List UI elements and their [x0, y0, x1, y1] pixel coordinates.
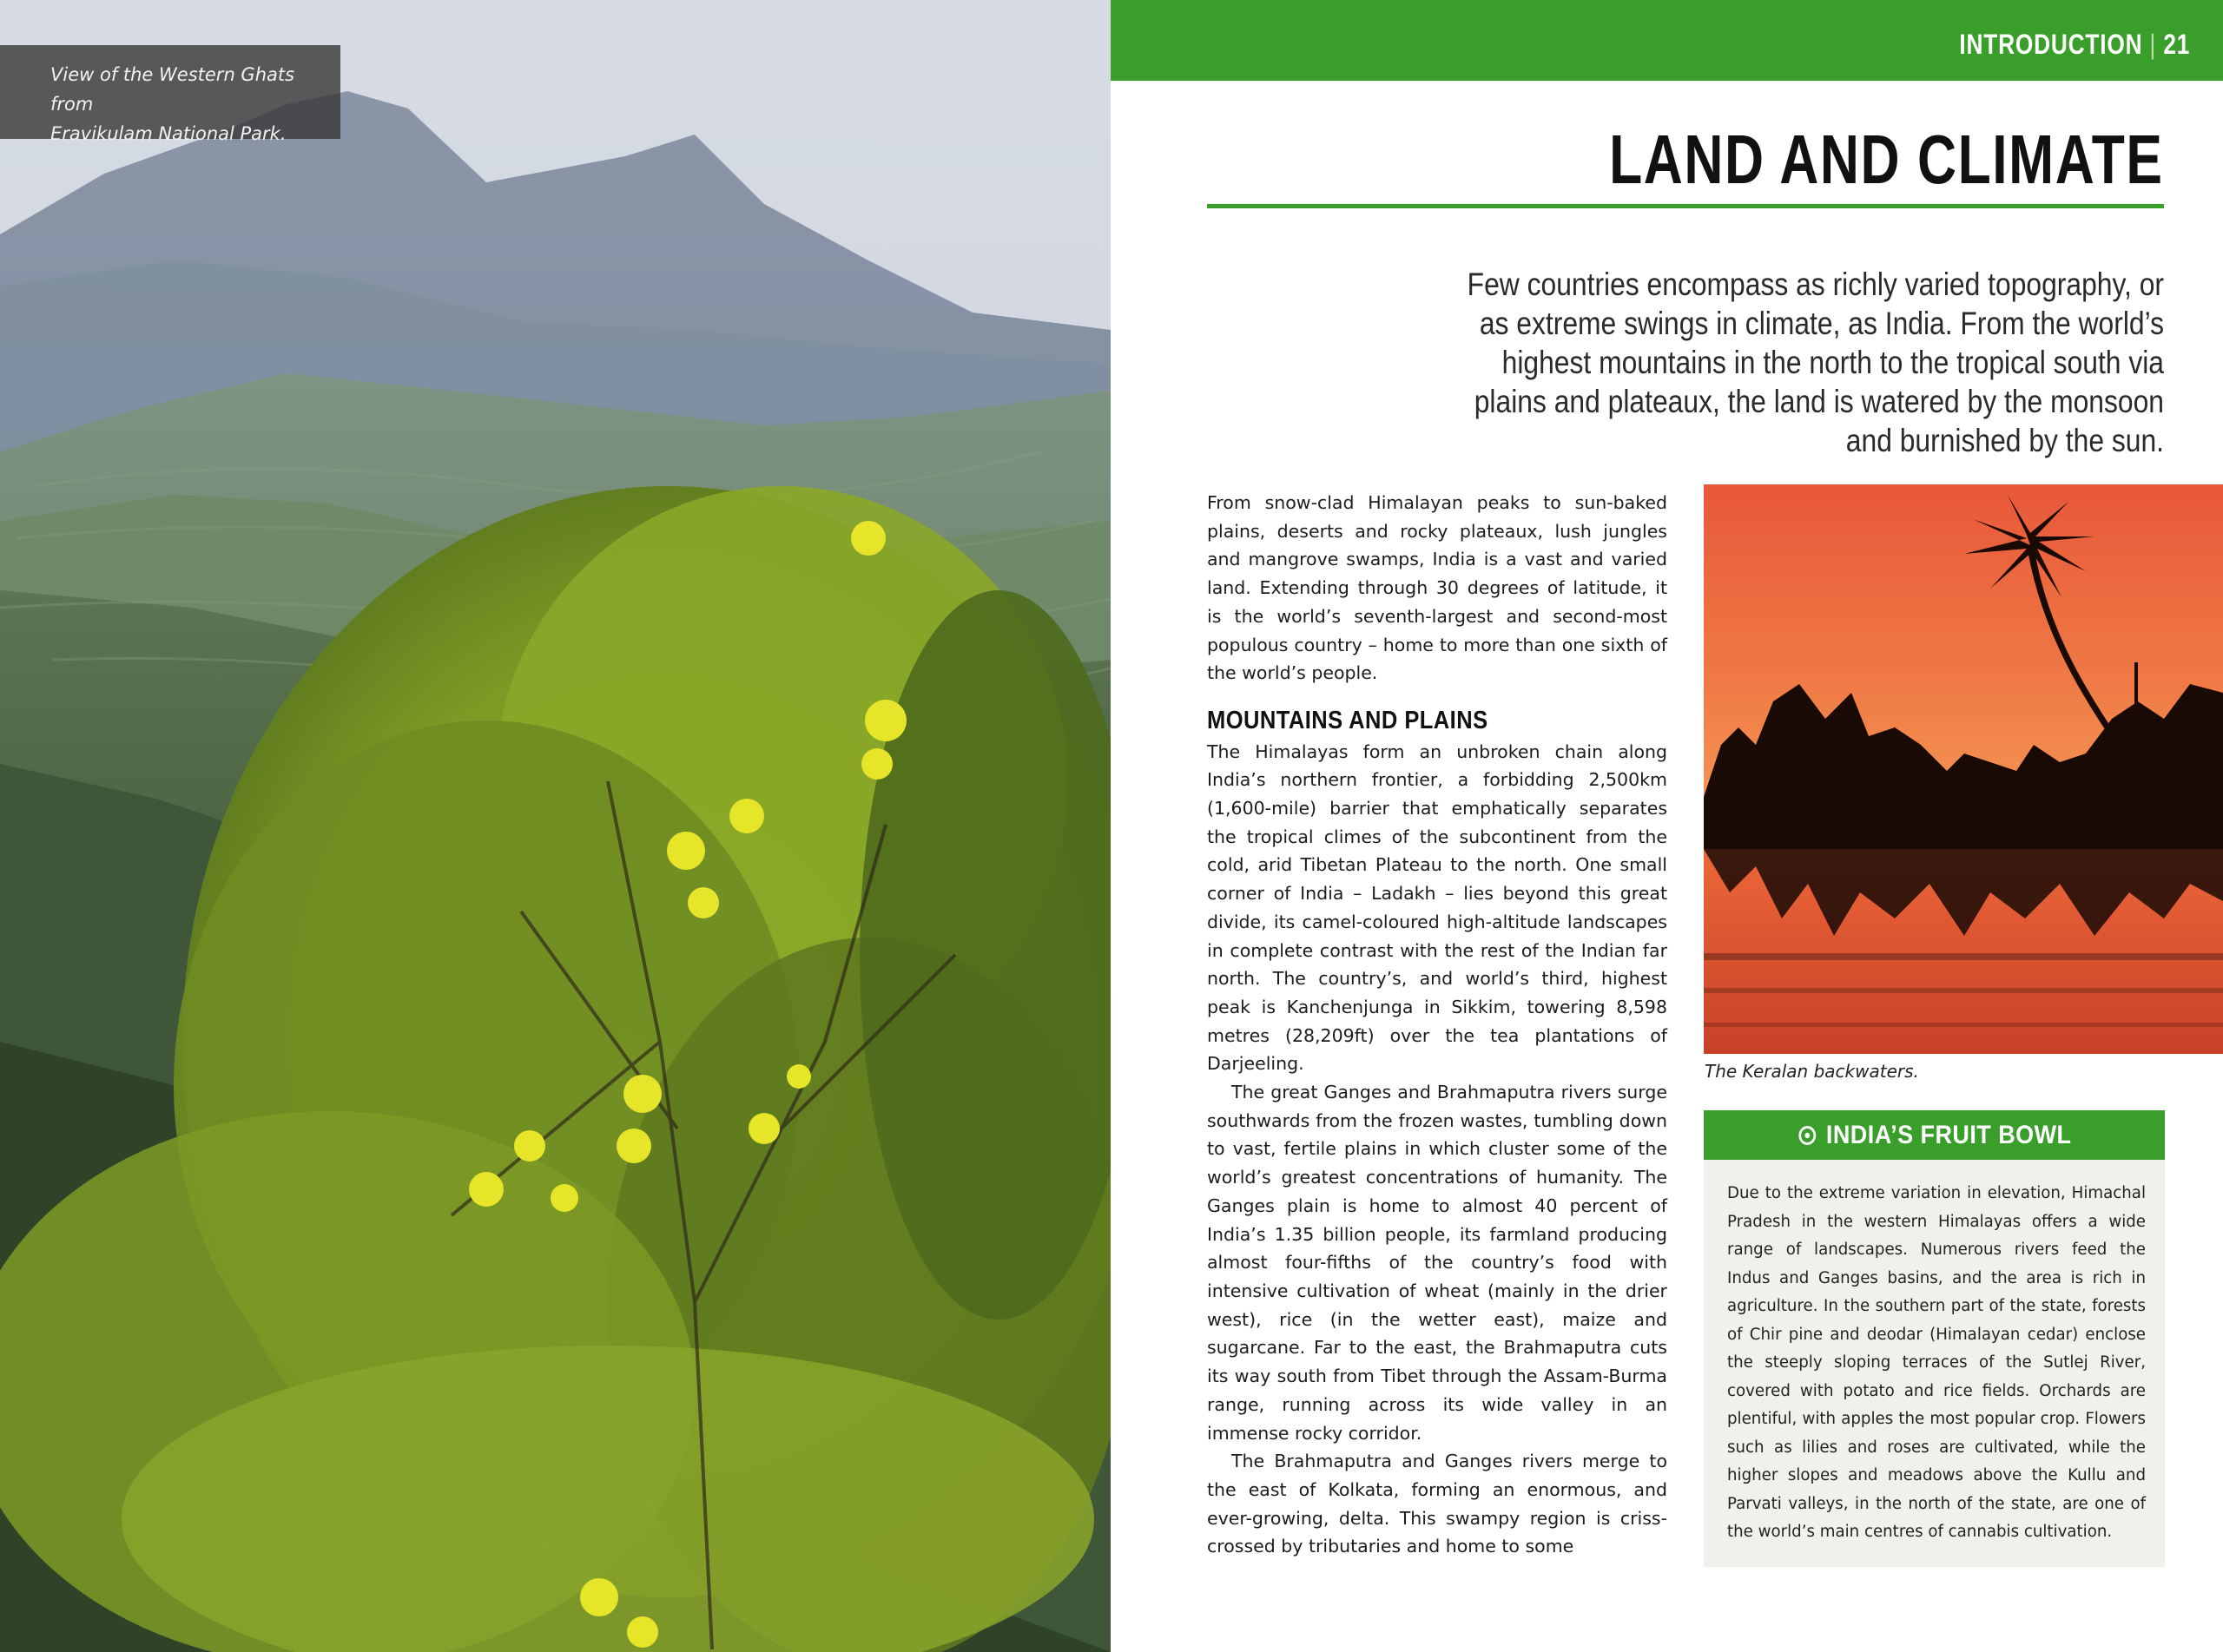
left-page	[0, 0, 1111, 1652]
running-head	[1959, 29, 2190, 61]
section-label: INTRODUCTION	[1959, 29, 2143, 60]
circle-target-icon	[1798, 1125, 1817, 1146]
page-number: 21	[2163, 29, 2190, 60]
sidebar-text: Due to the extreme variation in elevation, Himachal Pradesh in the western Himalayas offers a wide range of landscapes. Numerous rivers feed the Indus and Ganges basins, and the area is rich in agriculture. In the southern part of the state, forests of Chir pine and deodar (Himalayan cedar) enclose the steeply sloping terraces of the Sutlej River, covered with potato and rice fields. Orchards are plentiful, with apples the most popular crop. Flowers such as lilies and roses are cultivated, while the higher slopes and meadows above the Kullu and Parvati valleys, in the north of the state, are one of the world’s main centres of cannabis cultivation.	[1727, 1184, 2146, 1541]
body-paragraph: The Brahmaputra and Ganges rivers merge to the east of Kolkata, forming an enormous, and ever-growing, delta. This swampy region is criss-crossed by tributaries and home to some	[1207, 1451, 1667, 1557]
right-page	[1111, 0, 2223, 1652]
body-paragraph: The Himalayas form an unbroken chain along India’s northern frontier, a forbidding 2,500km (1,600-mile) barrier that emphatically separates the tropical climes of the subcontinent from the cold, arid Tibetan Plateau to the north. One small corner of India – Ladakh – lies beyond this great divide, its camel-coloured high-altitude landscapes in complete contrast with the rest of the Indian far north. The country’s, and world’s third, highest peak is Kanchenjunga in Sikkim, towering 8,598 metres (28,209ft) over the tea plantations of Darjeeling.	[1207, 740, 1667, 1075]
body-paragraph: From snow-clad Himalayan peaks to sun-baked plains, deserts and rocky plateaux, lush jungles and mangrove swamps, India is a vast and varied land. Extending through 30 degrees of latitude, it is the world’s seventh-largest and second-most populous country – home to more than one sixth of the world’s people.	[1207, 492, 1667, 684]
sidebar-box	[1704, 1160, 2165, 1567]
title-rule	[1207, 204, 2164, 208]
photo-caption: View of the Western Ghats from Eravikulam National Park.	[0, 45, 340, 139]
body-paragraph: The great Ganges and Brahmaputra rivers surge southwards from the frozen wastes, tumbling down to vast, fertile plains in which cluster some of the world’s greatest concentrations of humanity. The Ganges plain is home to almost 40 percent of India’s 1.35 billion people, its farmland producing almost four-fifths of the country’s food with intensive cultivation of wheat (mainly in the drier west), rice (in the wetter east), maize and sugarcane. Far to the east, the Brahmaputra cuts its way south from Tibet through the Assam-Burma range, running across its wide valley in an immense rocky corridor.	[1207, 1082, 1667, 1444]
header-bar	[1111, 0, 2223, 81]
photo-caption: The Keralan backwaters.	[1705, 1061, 1919, 1082]
keralan-backwaters-photo	[1704, 484, 2223, 1054]
page-title: LAND AND CLIMATE	[1609, 121, 2164, 198]
western-ghats-photo	[0, 0, 1111, 1652]
intro-lead: Few countries encompass as richly varied topography, or as extreme swings in climate, as India. From the world’s highest mountains in the north to the tropical south via plains and plateaux, the land is watered by the monsoon and burnished by the sun.	[1467, 267, 2164, 458]
header-separator: |	[2149, 29, 2156, 60]
sidebar-title-bar	[1704, 1110, 2165, 1160]
body-column	[1207, 489, 1667, 1561]
sidebar-title: INDIA’S FRUIT BOWL	[1825, 1120, 2071, 1149]
section-heading: MOUNTAINS AND PLAINS	[1207, 706, 1488, 734]
